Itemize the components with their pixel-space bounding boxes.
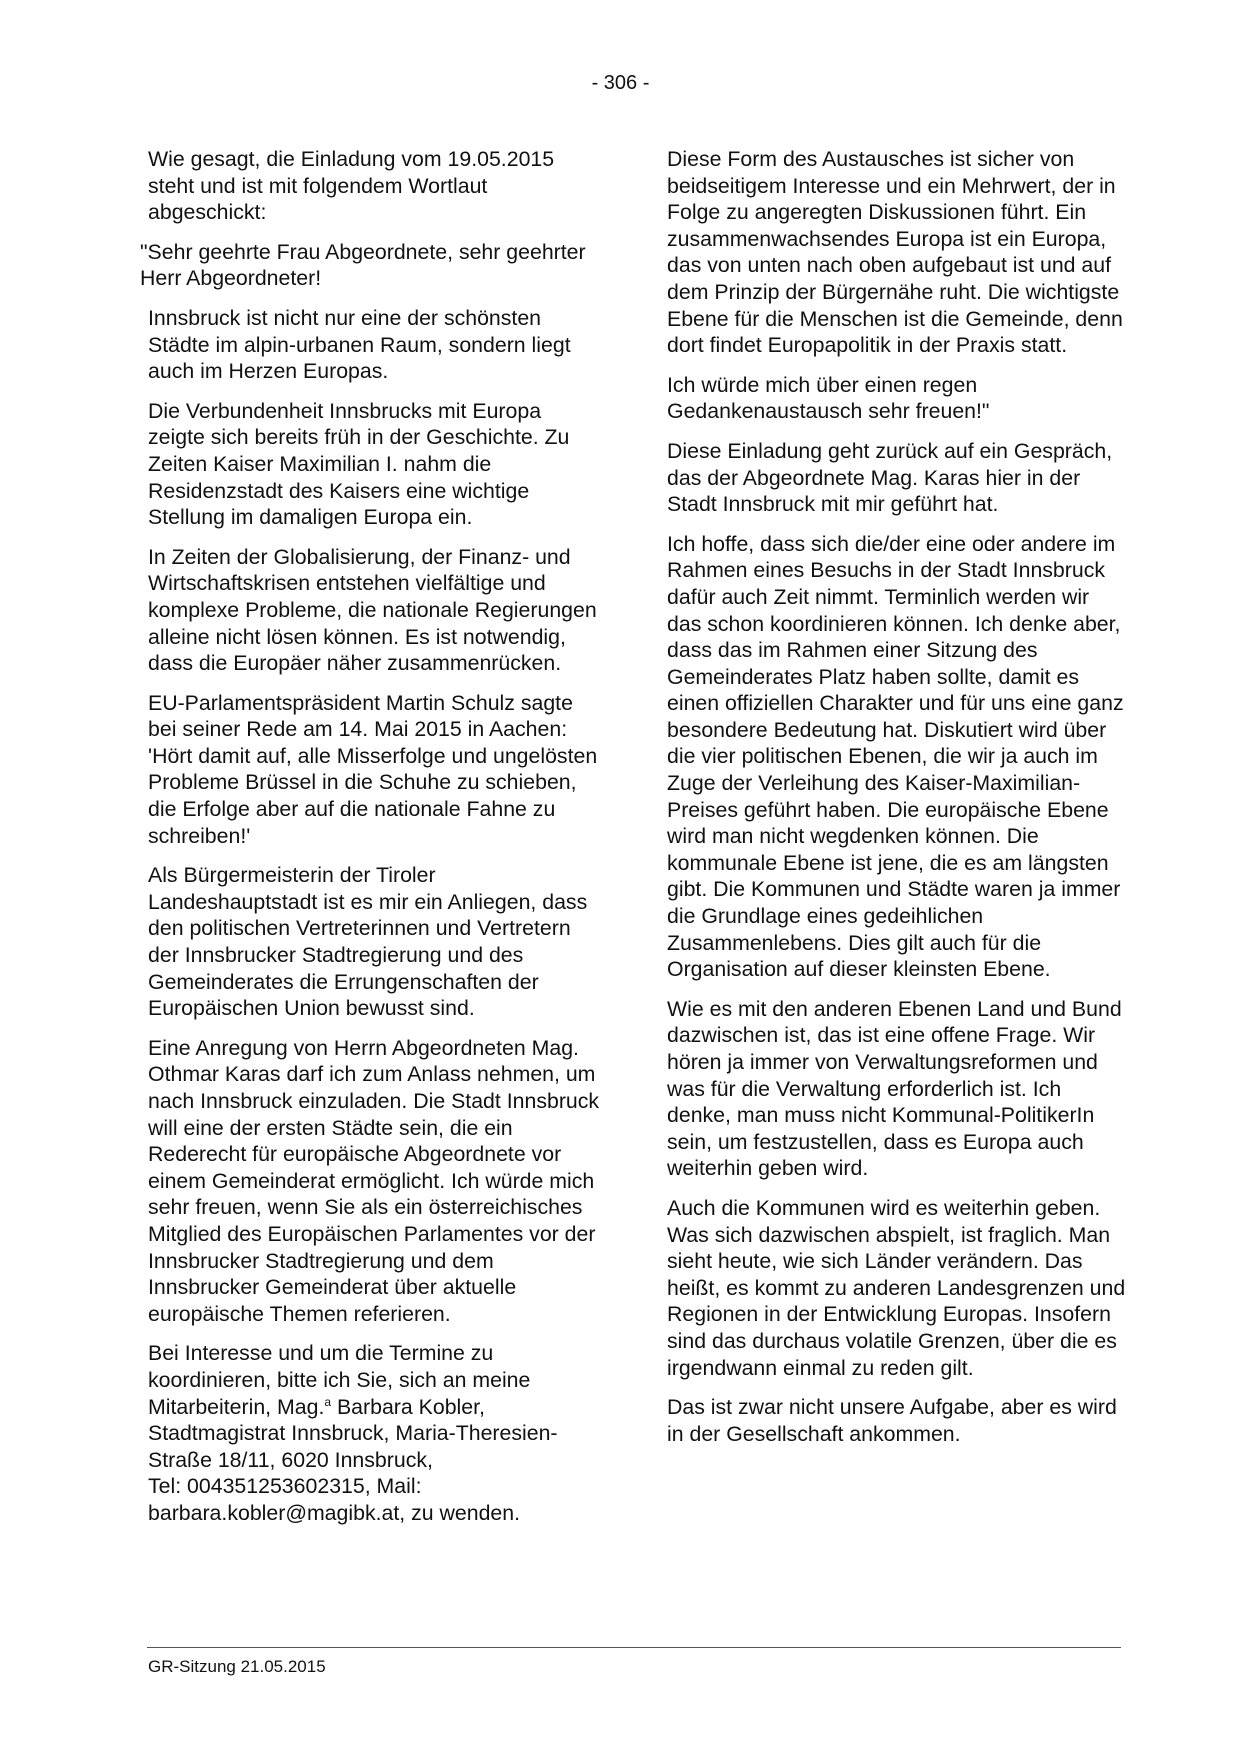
contact-text-3: Tel: 004351253602315, Mail: barbara.kobler@magibk.at, zu wenden. <box>148 1474 521 1525</box>
superscript-a: a <box>324 1394 332 1409</box>
paragraph: Das ist zwar nicht unsere Aufgabe, aber es wird in der Gesellschaft ankommen. <box>667 1395 1117 1446</box>
paragraph: Ich würde mich über einen regen Gedankenaustausch sehr freuen!" <box>667 372 990 424</box>
footer-session-label: GR-Sitzung 21.05.2015 <box>148 1657 326 1676</box>
paragraph: Innsbruck ist nicht nur eine der schönsten Städte im alpin-urbanen Raum, sondern liegt auch im Herzen Europas. <box>148 305 571 384</box>
contact-text-1: Bei Interesse und um die Termine zu koordinieren, bitte ich Sie, sich an meine Mitarbeiterin, Mag. <box>148 1341 531 1419</box>
page-number: - 306 - <box>591 72 650 94</box>
paragraph: Die Verbundenheit Innsbrucks mit Europa zeigte sich bereits früh in der Geschichte. Zu Zeiten Kaiser Maximilian I. nahm die Residenzstadt des Kaisers eine wichtige Stellung im damaligen Europa ein. <box>148 398 570 530</box>
contact-text-2: Barbara Kobler, Stadtmagistrat Innsbruck, Maria-Theresien-Straße 18/11, 6020 Innsbruck, <box>148 1394 558 1472</box>
paragraph: Auch die Kommunen wird es weiterhin geben. Was sich dazwischen abspielt, ist fraglich. Man sieht heute, wie sich Länder verändern. Das heißt, es kommt zu anderen Landesgrenzen und Regionen in der Entwicklung Europas. Insofern sind das durchaus volatile Grenzen, über die es irgendwann einmal zu reden gilt. <box>667 1195 1126 1380</box>
paragraph: Diese Einladung geht zurück auf ein Gespräch, das der Abgeordnete Mag. Karas hier in der Stadt Innsbruck mit mir geführt hat. <box>667 438 1113 517</box>
paragraph: Eine Anregung von Herrn Abgeordneten Mag. Othmar Karas darf ich zum Anlass nehmen, um nach Innsbruck einzuladen. Die Stadt Innsbruck will eine der ersten Städte sein, die ein Rederecht für europäische Abgeordnete vor einem Gemeinderat ermöglicht. Ich würde mich sehr freuen, wenn Sie als ein österreichisches Mitglied des Europäischen Parlamentes vor der Innsbrucker Stadtregierung und dem Innsbrucker Gemeinderat über aktuelle europäische Themen referieren. <box>148 1035 600 1326</box>
contact-paragraph <box>148 1340 600 1526</box>
footer-divider <box>147 1647 1121 1648</box>
paragraph: Diese Form des Austausches ist sicher von beidseitigem Interesse und ein Mehrwert, der in Folge zu angeregten Diskussionen führt. Ein zusammenwachsendes Europa ist ein Europa, das von unten nach oben aufgebaut ist und auf dem Prinzip der Bürgernähe ruht. Die wichtigste Ebene für die Menschen ist die Gemeinde, denn dort findet Europapolitik in der Praxis statt. <box>667 147 1123 358</box>
paragraph: Als Bürgermeisterin der Tiroler Landeshauptstadt ist es mir ein Anliegen, dass den politischen Vertreterinnen und Vertretern der Innsbrucker Stadtregierung und des Gemeinderates die Errungenschaften der Europäischen Union bewusst sind. <box>148 863 588 1021</box>
paragraph: Ich hoffe, dass sich die/der eine oder andere im Rahmen eines Besuchs in der Stadt Innsbruck dafür auch Zeit nimmt. Terminlich werden wir das schon koordinieren können. Ich denke aber, dass das im Rahmen einer Sitzung des Gemeinderates Platz haben sollte, damit es einen offiziellen Charakter und für uns eine ganz besondere Bedeutung hat. Diskutiert wird über die vier politischen Ebenen, die wir ja auch im Zuge der Verleihung des Kaiser-Maximilian-Preises geführt haben. Die europäische Ebene wird man nicht wegdenken können. Die kommunale Ebene ist jene, die es am längsten gibt. Die Kommunen und Städte waren ja immer die Grundlage eines gedeihlichen Zusammenlebens. Dies gilt auch für die Organisation auf dieser kleinsten Ebene. <box>667 531 1124 982</box>
salutation-paragraph: "Sehr geehrte Frau Abgeordnete, sehr geehrter Herr Abgeordneter! <box>140 239 586 291</box>
paragraph: EU-Parlamentspräsident Martin Schulz sagte bei seiner Rede am 14. Mai 2015 in Aachen: 'Hört damit auf, alle Misserfolge und ungelösten Probleme Brüssel in die Schuhe zu schieben, die Erfolge aber auf die nationale Fahne zu schreiben!' <box>148 690 598 848</box>
left-column <box>140 146 600 1540</box>
paragraph: In Zeiten der Globalisierung, der Finanz- und Wirtschaftskrisen entstehen vielfältige und komplexe Probleme, die nationale Regierungen alleine nicht lösen können. Es ist notwendig, dass die Europäer näher zusammenrücken. <box>148 544 597 676</box>
paragraph: Wie es mit den anderen Ebenen Land und Bund dazwischen ist, das ist eine offene Frage. Wir hören ja immer von Verwaltungsreformen und was für die Verwaltung erforderlich ist. Ich denke, man muss nicht Kommunal-PolitikerIn sein, um festzustellen, dass es Europa auch weiterhin geben wird. <box>667 996 1122 1181</box>
right-column <box>667 146 1127 1460</box>
paragraph: Wie gesagt, die Einladung vom 19.05.2015 steht und ist mit folgendem Wortlaut abgeschickt: <box>148 147 555 225</box>
